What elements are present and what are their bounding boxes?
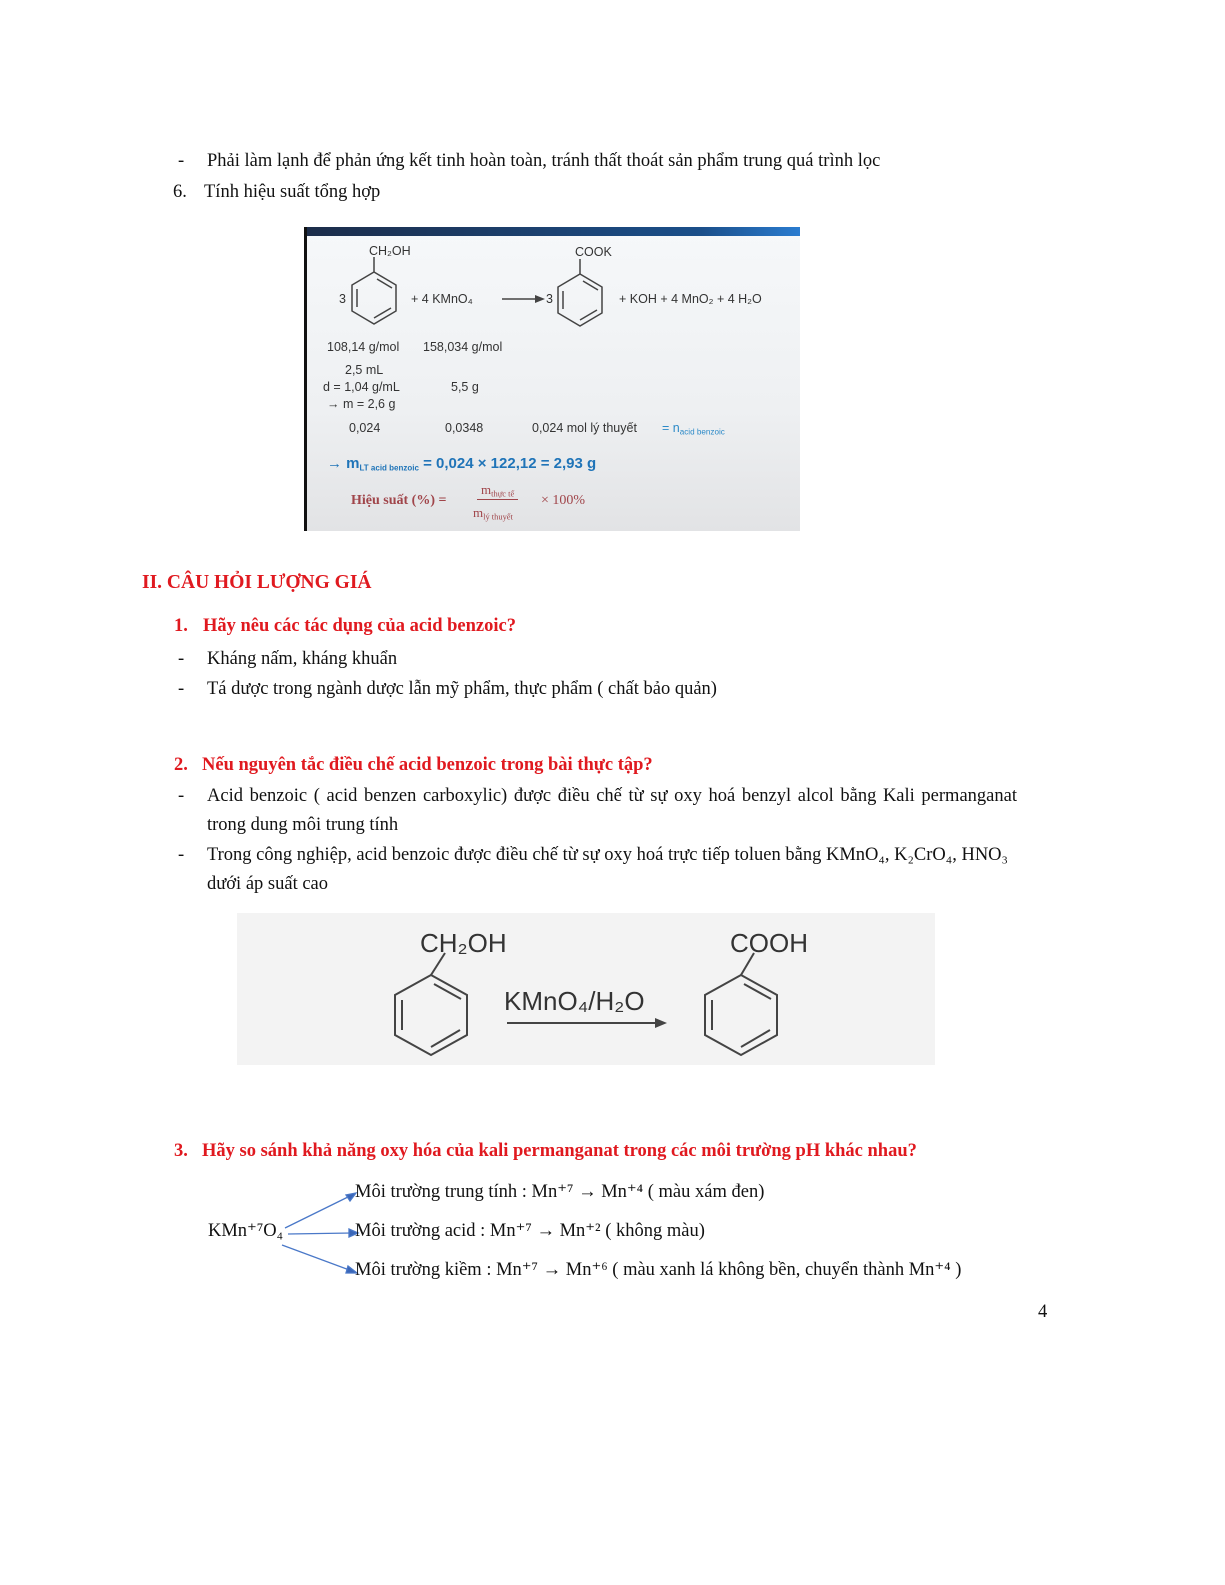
bullet-dash: - [178,679,185,699]
q2-answer1-line1: Acid benzoic ( acid benzen carboxylic) được điều chế từ sự oxy hoá benzyl alcol bằng Kali permanganat [207,786,1017,806]
yield-den-sub: lý thuyết [483,511,513,522]
reagent-label: KMnO₄/H₂O [504,986,645,1016]
item6-text: Tính hiệu suất tổng hợp [204,182,381,202]
n-acid: = n [662,421,680,435]
reactant-label: CH₂OH [369,244,411,258]
density: d = 1,04 g/mL [323,380,400,394]
mol-kmno4: 0,0348 [445,421,484,435]
q3-number: 3. [174,1141,188,1161]
reactant-label: CH₂OH [420,928,507,958]
section-heading: II. CÂU HỎI LƯỢNG GIÁ [142,572,372,593]
yield-mult: × 100% [541,493,586,508]
item6-number: 6. [173,182,187,202]
bullet-dash: - [178,845,185,865]
kmno4-term: + 4 KMnO₄ [411,292,473,306]
bullet-dash: - [178,786,185,806]
q2-answer2-line1: Trong công nghiệp, acid benzoic được điều chế từ sự oxy hoá trực tiếp toluen bằng KMnO₄, K₂CrO₄, HNO₃ [207,845,1008,865]
product-label: COOH [730,928,808,958]
bullet-dash: - [178,151,185,171]
q1-answer: Tá dược trong ngành dược lẫn mỹ phẩm, thực phẩm ( chất bảo quản) [207,679,717,699]
mass-kmno4: 5,5 g [451,380,479,394]
yield-numerator: m [481,482,492,497]
q1-number: 1. [174,616,188,636]
kmno4-source: KMn⁺⁷O₄ [208,1221,284,1241]
q1-text: Hãy nêu các tác dụng của acid benzoic? [203,616,516,636]
mlt-calc: = 0,024 × 122,12 = 2,93 g [423,455,597,472]
products-term: + KOH + 4 MnO₂ + 4 H₂O [619,292,762,306]
coef-right: 3 [546,292,553,306]
molar-mass-alcohol: 108,14 g/mol [327,340,400,354]
q2-number: 2. [174,755,188,775]
molar-mass-kmno4: 158,034 g/mol [423,340,503,354]
bullet-cold-text: Phải làm lạnh để phản ứng kết tinh hoàn toàn, tránh thất thoát sản phẩm trung quá trình lọc [207,151,881,171]
q3-text: Hãy so sánh khả năng oxy hóa của kali permanganat trong các môi trường pH khác nhau? [202,1141,917,1161]
q1-answer: Kháng nấm, kháng khuẩn [207,649,398,669]
branch-acid: Môi trường acid : Mn⁺⁷ → Mn⁺² ( không màu) [355,1221,705,1241]
n-acid-sub: acid benzoic [679,427,725,437]
branch-alkaline: Môi trường kiềm : Mn⁺⁷ → Mn⁺⁶ ( màu xanh lá không bền, chuyển thành Mn⁺⁴ ) [355,1260,962,1280]
q2-text: Nếu nguyên tắc điều chế acid benzoic trong bài thực tập? [202,755,653,775]
product-label: COOK [575,245,612,259]
mlt-sub: LT acid benzoic [359,463,419,473]
q2-answer1-line2: trong dung môi trung tính [207,815,399,835]
branch-neutral: Môi trường trung tính : Mn⁺⁷ → Mn⁺⁴ ( màu xám đen) [355,1182,765,1202]
bullet-dash: - [178,649,185,669]
q2-answer2-line2: dưới áp suất cao [207,874,329,894]
volume: 2,5 mL [345,363,384,377]
page-number: 4 [1038,1302,1048,1322]
yield-denominator: m [473,505,484,520]
mol-alcohol: 0,024 [349,421,381,435]
yield-num-sub: thực tế [491,488,515,499]
coef-left: 3 [339,292,346,306]
mol-theory: 0,024 mol lý thuyết [532,421,637,435]
yield-label: Hiệu suất (%) = [351,493,447,508]
mlt-prefix: → m [327,455,360,472]
mass: → m = 2,6 g [327,397,396,411]
